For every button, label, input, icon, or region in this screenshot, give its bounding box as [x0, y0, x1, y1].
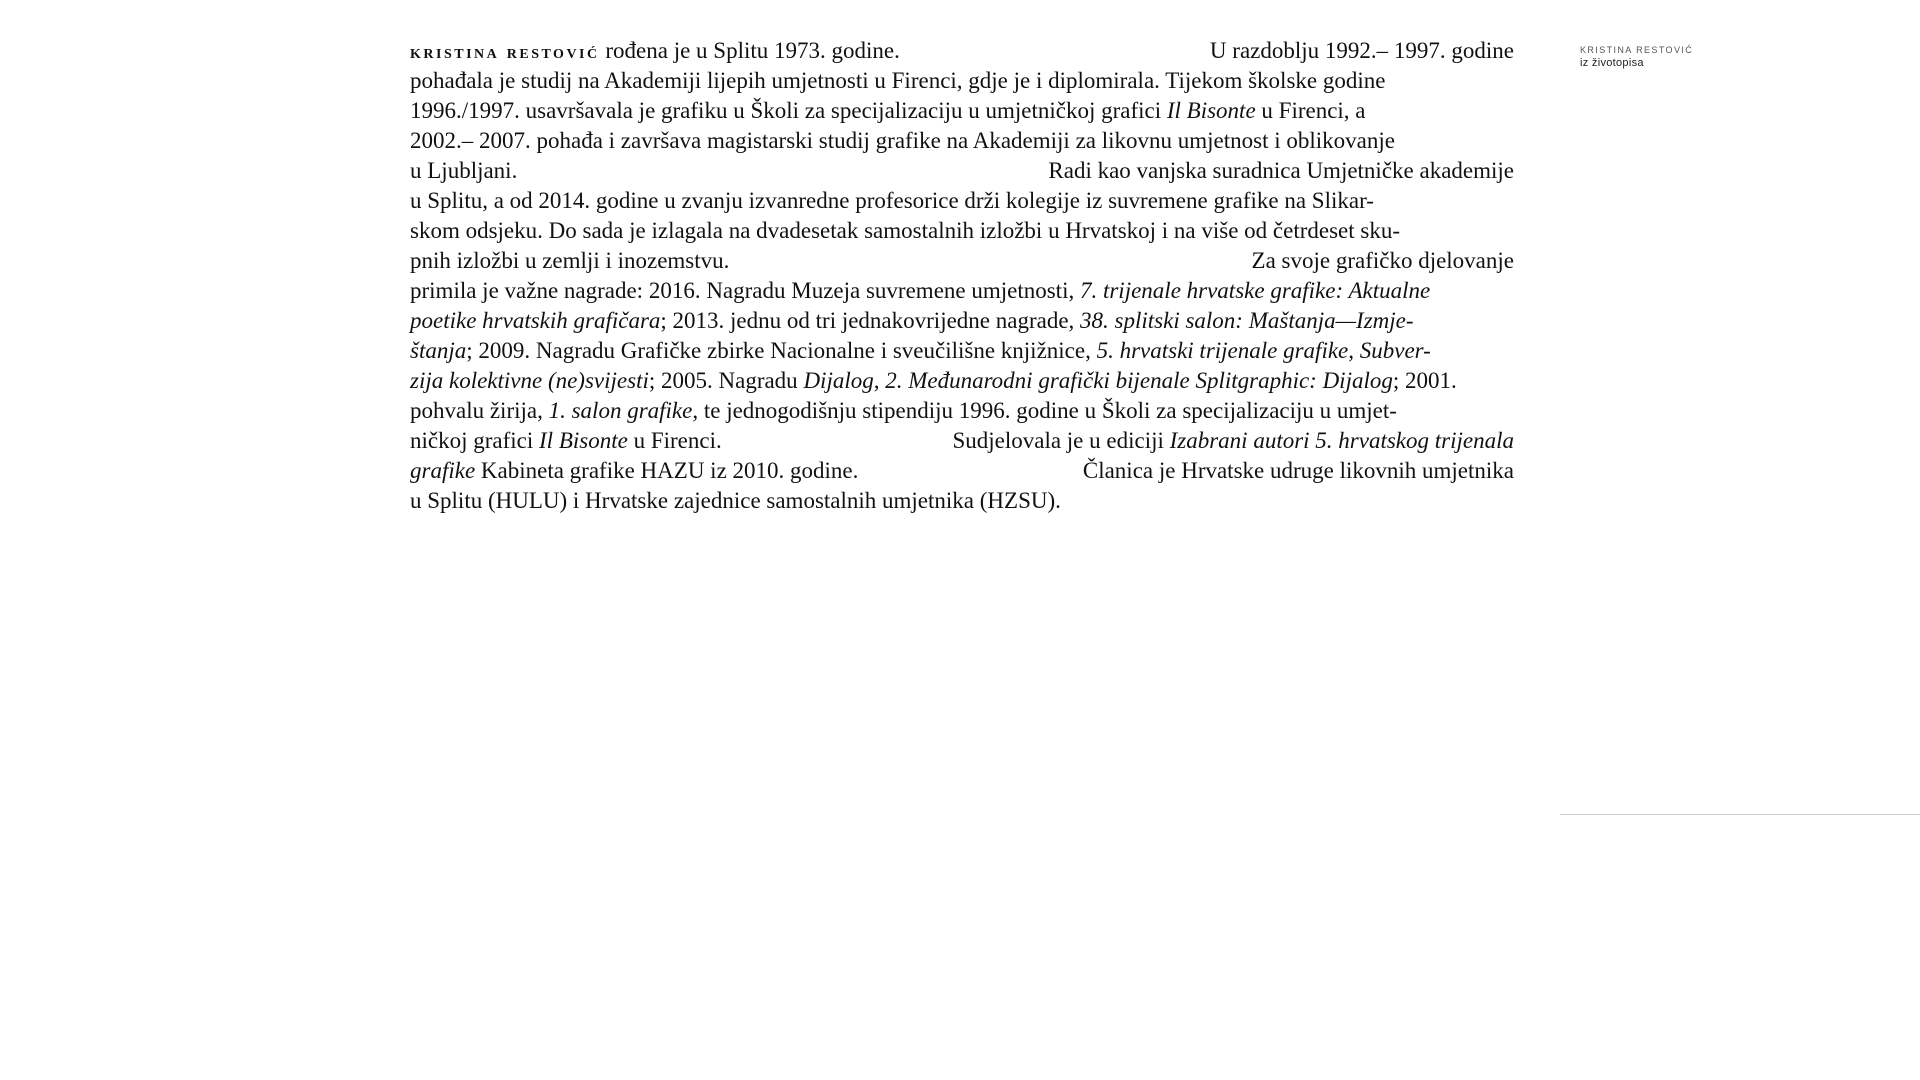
bio-line: [410, 306, 1514, 336]
bio-text: skom odsjeku. Do sada je izlagala na dvadesetak samostalnih izložbi u Hrvatskoj i na više od četrdeset sku-: [410, 218, 1401, 243]
bio-text: pohađala je studij na Akademiji lijepih umjetnosti u Firenci, gdje je i diplomirala. Tijekom školske godine: [410, 68, 1386, 93]
bio-text: ničkoj grafici: [410, 428, 540, 453]
bio-text: Radi kao vanjska suradnica Umjetničke akademije: [1048, 158, 1514, 183]
bio-line: [410, 186, 1514, 216]
bio-italic: poetike hrvatskih grafičara: [410, 308, 661, 333]
bio-text: 1996./1997. usavršavala je grafiku u Školi za specijalizaciju u umjetničkoj grafici: [410, 98, 1167, 123]
bio-line: [410, 246, 1514, 276]
bio-italic: 38. splitski salon: Maštanja—Izmje-: [1080, 308, 1414, 333]
bio-text: Za svoje grafičko djelovanje: [1251, 248, 1514, 273]
bio-text: ; 2013. jednu od tri jednakovrijedne nagrade,: [660, 308, 1081, 333]
bio-text: u Firenci, a: [1255, 98, 1366, 123]
author-name: kristina restović: [410, 41, 600, 63]
bio-text: U razdoblju 1992.– 1997. godine: [1209, 38, 1514, 63]
bio-text: Sudjelovala je u ediciji: [952, 428, 1170, 453]
bio-line: [410, 126, 1514, 156]
bio-italic: Dijalog, 2. Međunarodni grafički bijenale Splitgraphic: Dijalog: [803, 368, 1393, 393]
bio-text: rođena je u Splitu 1973. godine.: [599, 38, 900, 63]
bio-italic: zija kolektivne (ne)svijesti: [410, 368, 649, 393]
bio-line: [410, 456, 1514, 486]
bio-text: u Splitu (HULU) i Hrvatske zajednice samostalnih umjetnika (HZSU).: [410, 488, 1061, 513]
running-head-subtitle: iz životopisa: [1580, 57, 1644, 69]
bio-italic: 1. salon grafike: [548, 398, 693, 423]
bio-line: [410, 486, 1514, 516]
bio-line: [410, 336, 1514, 366]
bio-italic: Il Bisonte: [1166, 98, 1256, 123]
bio-line: [410, 156, 1514, 186]
bio-line: [410, 36, 1514, 66]
bio-text: ; 2009. Nagradu Grafičke zbirke Nacionalne i sveučilišne knjižnice,: [466, 338, 1097, 363]
bio-text: pohvalu žirija,: [410, 398, 549, 423]
running-head: [1580, 44, 1693, 71]
bio-line: [410, 276, 1514, 306]
bio-text: 2002.– 2007. pohađa i završava magistarski studij grafike na Akademiji za likovnu umjetnost i oblikovanje: [410, 128, 1395, 153]
bio-text: u Ljubljani.: [410, 158, 518, 183]
biography-text: [410, 36, 1514, 516]
bio-italic: 7. trijenale hrvatske grafike: Aktualne: [1079, 278, 1431, 303]
bio-line: [410, 216, 1514, 246]
bio-line: [410, 96, 1514, 126]
bio-italic: grafike: [410, 458, 476, 483]
bio-text: Članica je Hrvatske udruge likovnih umjetnika: [1082, 458, 1514, 483]
bio-text: primila je važne nagrade: 2016. Nagradu Muzeja suvremene umjetnosti,: [410, 278, 1080, 303]
bio-italic: Il Bisonte: [539, 428, 628, 453]
bio-line: [410, 366, 1514, 396]
bio-italic: Izabrani autori 5. hrvatskog trijenala: [1169, 428, 1514, 453]
bio-text: , te jednogodišnju stipendiju 1996. godine u Školi za specijalizaciju u umjet-: [692, 398, 1397, 423]
page-divider: [1560, 814, 1920, 815]
bio-text: Kabineta grafike HAZU iz 2010. godine.: [475, 458, 859, 483]
bio-italic: 5. hrvatski trijenale grafike, Subver-: [1096, 338, 1431, 363]
bio-line: [410, 66, 1514, 96]
bio-text: u Firenci.: [627, 428, 722, 453]
bio-italic: štanja: [410, 338, 467, 363]
bio-line: [410, 426, 1514, 456]
bio-text: u Splitu, a od 2014. godine u zvanju izvanredne profesorice drži kolegije iz suvremene grafike na Slikar-: [410, 188, 1374, 213]
bio-text: ; 2005. Nagradu: [648, 368, 804, 393]
bio-line: [410, 396, 1514, 426]
bio-text: pnih izložbi u zemlji i inozemstvu.: [410, 248, 730, 273]
running-head-author: KRISTINA RESTOVIĆ: [1580, 45, 1694, 55]
bio-text: ; 2001.: [1392, 368, 1457, 393]
